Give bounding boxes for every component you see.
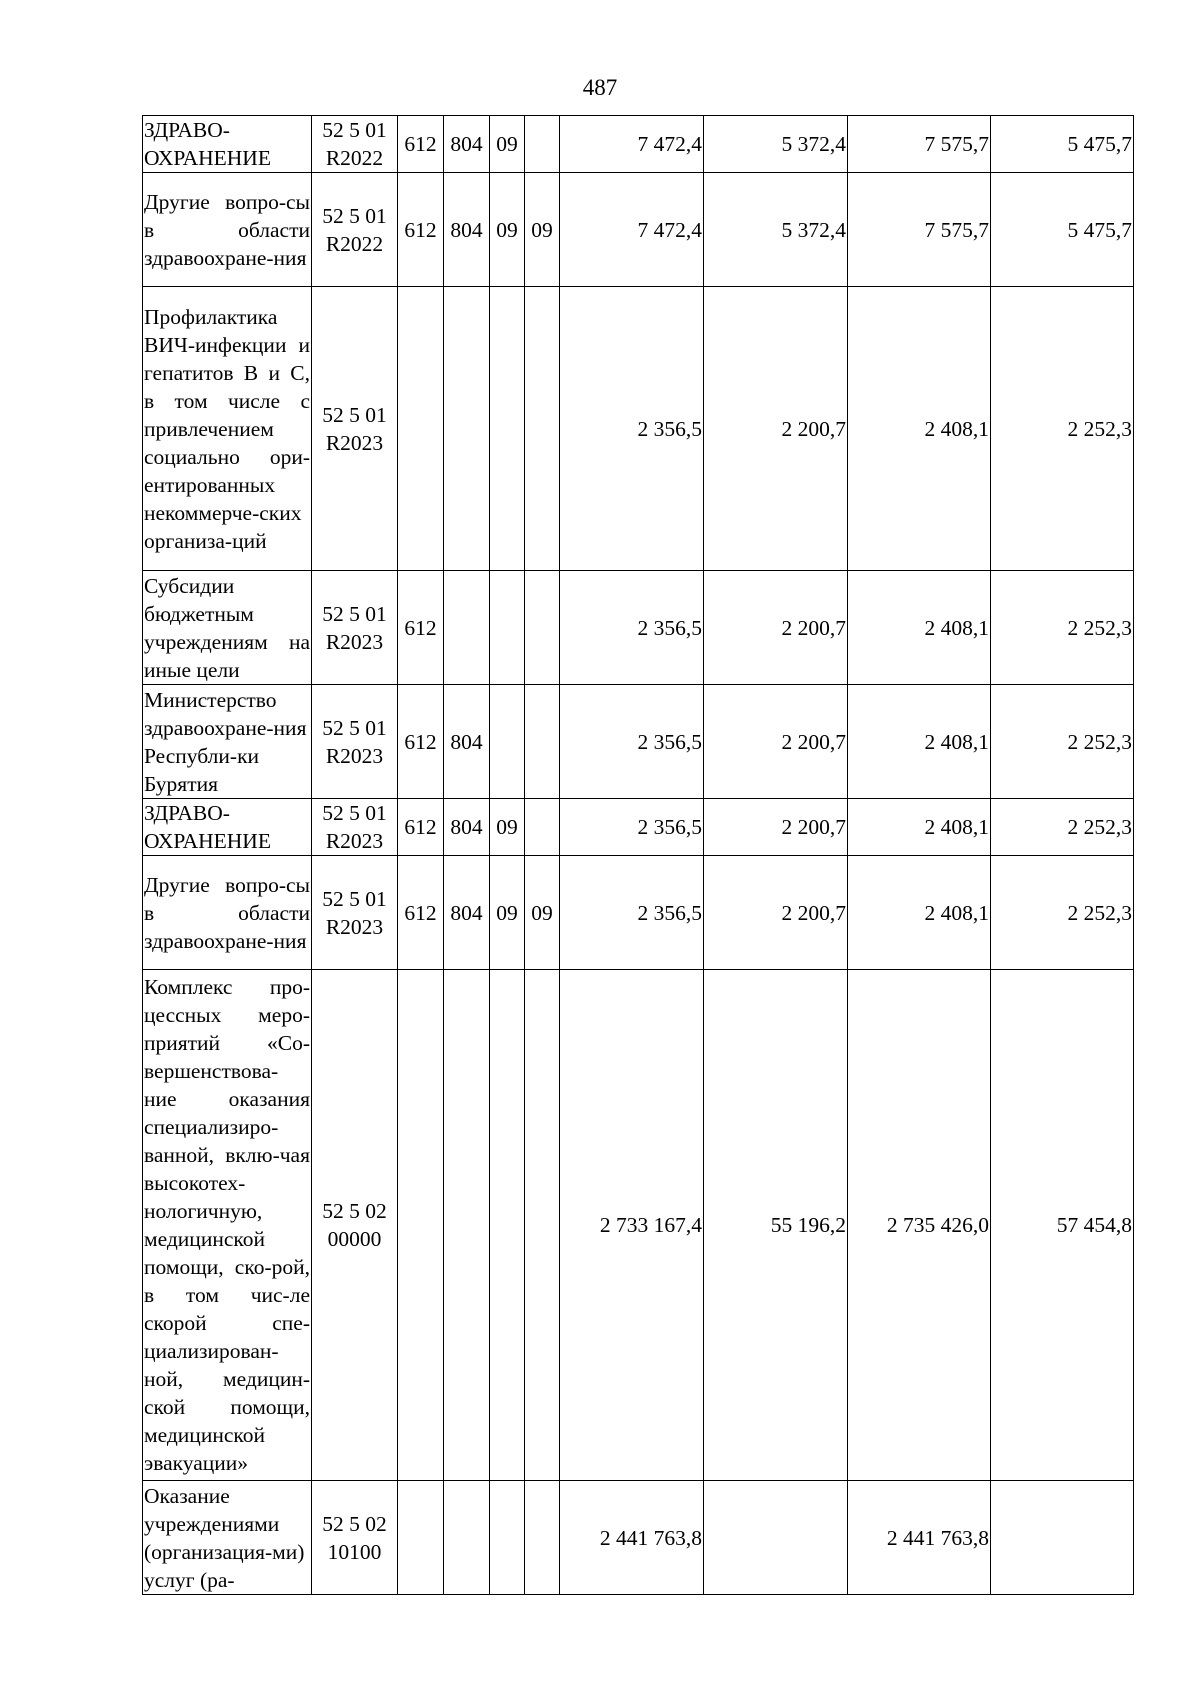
row-value-1: 2 356,5 xyxy=(560,799,704,856)
row-name: Другие вопро-сы в области здравоохране-ния xyxy=(143,173,312,287)
row-pr xyxy=(525,970,560,1481)
row-grbs xyxy=(444,571,490,685)
row-value-4: 57 454,8 xyxy=(991,970,1134,1481)
page-number: 487 xyxy=(582,75,618,100)
row-value-3: 2 735 426,0 xyxy=(848,970,991,1481)
row-value-4: 2 252,3 xyxy=(991,799,1134,856)
code-line-2: R2023 xyxy=(325,743,384,768)
table-row xyxy=(143,685,1134,799)
row-value-3: 7 575,7 xyxy=(848,116,991,173)
budget-table xyxy=(142,115,1134,1595)
row-value-2: 2 200,7 xyxy=(704,856,848,970)
code-line-2: R2023 xyxy=(325,629,384,654)
row-value-2: 55 196,2 xyxy=(704,970,848,1481)
row-rz: 09 xyxy=(490,799,525,856)
row-pr: 09 xyxy=(525,856,560,970)
table-row xyxy=(143,970,1134,1481)
code-line-1: 52 5 01 xyxy=(322,801,387,825)
table-row xyxy=(143,1481,1134,1595)
code-line-1: 52 5 01 xyxy=(322,715,387,740)
table-row xyxy=(143,116,1134,173)
row-grbs xyxy=(444,1481,490,1595)
row-value-1: 2 356,5 xyxy=(560,571,704,685)
row-rz xyxy=(490,970,525,1481)
row-rz: 09 xyxy=(490,116,525,173)
row-value-1: 2 441 763,8 xyxy=(560,1481,704,1595)
code-line-2: R2022 xyxy=(325,231,384,256)
row-name: Оказание учреждениями (организация-ми) услуг (ра- xyxy=(143,1481,312,1595)
row-pr xyxy=(525,571,560,685)
row-name: ЗДРАВО-ОХРАНЕНИЕ xyxy=(143,116,312,173)
row-value-3: 2 408,1 xyxy=(848,856,991,970)
code-line-1: 52 5 01 xyxy=(322,601,387,626)
code-line-1: 52 5 01 xyxy=(322,118,387,142)
row-code xyxy=(312,970,398,1481)
row-value-1: 2 356,5 xyxy=(560,856,704,970)
row-name: Другие вопро-сы в области здравоохране-ния xyxy=(143,856,312,970)
row-grbs: 804 xyxy=(444,856,490,970)
row-value-1: 2 733 167,4 xyxy=(560,970,704,1481)
row-code xyxy=(312,116,398,173)
row-name: ЗДРАВО-ОХРАНЕНИЕ xyxy=(143,799,312,856)
row-rz xyxy=(490,1481,525,1595)
row-grbs xyxy=(444,970,490,1481)
row-pr xyxy=(525,685,560,799)
row-code xyxy=(312,1481,398,1595)
row-value-4: 2 252,3 xyxy=(991,571,1134,685)
row-value-3: 2 408,1 xyxy=(848,685,991,799)
row-rz xyxy=(490,287,525,571)
table-row xyxy=(143,799,1134,856)
row-vr: 612 xyxy=(398,116,444,173)
row-pr: 09 xyxy=(525,173,560,287)
table-row xyxy=(143,173,1134,287)
row-rz xyxy=(490,571,525,685)
row-code xyxy=(312,173,398,287)
row-value-3: 2 408,1 xyxy=(848,571,991,685)
row-vr: 612 xyxy=(398,571,444,685)
row-value-2: 2 200,7 xyxy=(704,685,848,799)
row-vr xyxy=(398,970,444,1481)
table-row xyxy=(143,571,1134,685)
table-body xyxy=(143,116,1134,1595)
row-rz: 09 xyxy=(490,856,525,970)
code-line-2: R2023 xyxy=(325,430,384,455)
row-value-4: 2 252,3 xyxy=(991,856,1134,970)
row-value-4: 5 475,7 xyxy=(991,116,1134,173)
row-vr: 612 xyxy=(398,173,444,287)
row-value-4: 5 475,7 xyxy=(991,173,1134,287)
row-pr xyxy=(525,287,560,571)
row-value-1: 7 472,4 xyxy=(560,116,704,173)
row-grbs: 804 xyxy=(444,173,490,287)
code-line-2: R2022 xyxy=(325,146,384,170)
row-value-2: 2 200,7 xyxy=(704,287,848,571)
row-value-4: 2 252,3 xyxy=(991,287,1134,571)
row-name: Профилактика ВИЧ-инфекции и гепатитов B и C, в том числе с привлечением социально ори-ентированных некоммерче-ских организа-ций xyxy=(143,287,312,571)
table-row xyxy=(143,856,1134,970)
row-value-3: 2 441 763,8 xyxy=(848,1481,991,1595)
row-value-2: 5 372,4 xyxy=(704,116,848,173)
code-line-1: 52 5 01 xyxy=(322,203,387,228)
row-value-1: 2 356,5 xyxy=(560,287,704,571)
row-code xyxy=(312,799,398,856)
row-vr: 612 xyxy=(398,799,444,856)
row-pr xyxy=(525,799,560,856)
code-line-2: R2023 xyxy=(325,829,384,853)
row-code xyxy=(312,571,398,685)
row-pr xyxy=(525,116,560,173)
row-name: Министерство здравоохране-ния Республи-ки Бурятия xyxy=(143,685,312,799)
row-grbs: 804 xyxy=(444,116,490,173)
row-value-4: 2 252,3 xyxy=(991,685,1134,799)
row-value-4 xyxy=(991,1481,1134,1595)
row-value-1: 7 472,4 xyxy=(560,173,704,287)
code-line-1: 52 5 02 xyxy=(322,1199,387,1223)
code-line-1: 52 5 02 xyxy=(322,1511,387,1536)
row-value-2: 2 200,7 xyxy=(704,799,848,856)
row-grbs: 804 xyxy=(444,685,490,799)
row-name: Субсидии бюджетным учреждениям на иные цели xyxy=(143,571,312,685)
code-line-1: 52 5 01 xyxy=(322,886,387,911)
row-value-2: 5 372,4 xyxy=(704,173,848,287)
row-grbs xyxy=(444,287,490,571)
row-vr: 612 xyxy=(398,685,444,799)
row-rz: 09 xyxy=(490,173,525,287)
row-value-2 xyxy=(704,1481,848,1595)
row-value-3: 2 408,1 xyxy=(848,287,991,571)
row-pr xyxy=(525,1481,560,1595)
table-row xyxy=(143,287,1134,571)
code-line-2: 10100 xyxy=(327,1539,382,1564)
row-name: Комплекс про-цессных меро-приятий «Со-вершенствова-ние оказания специализиро-ванной, вклю-чая высокотех-нологичную, медицинской помощи, ско-рой, в том чис-ле скорой спе-циализирован-ной, медицин-ской помощи, медицинской эвакуации» xyxy=(143,970,312,1481)
row-vr xyxy=(398,1481,444,1595)
row-value-2: 2 200,7 xyxy=(704,571,848,685)
code-line-2: 00000 xyxy=(327,1227,382,1251)
row-value-3: 7 575,7 xyxy=(848,173,991,287)
row-grbs: 804 xyxy=(444,799,490,856)
row-value-3: 2 408,1 xyxy=(848,799,991,856)
row-vr xyxy=(398,287,444,571)
row-value-1: 2 356,5 xyxy=(560,685,704,799)
code-line-2: R2023 xyxy=(325,914,384,939)
code-line-1: 52 5 01 xyxy=(322,402,387,427)
row-vr: 612 xyxy=(398,856,444,970)
row-code xyxy=(312,685,398,799)
row-code xyxy=(312,856,398,970)
row-rz xyxy=(490,685,525,799)
row-code xyxy=(312,287,398,571)
